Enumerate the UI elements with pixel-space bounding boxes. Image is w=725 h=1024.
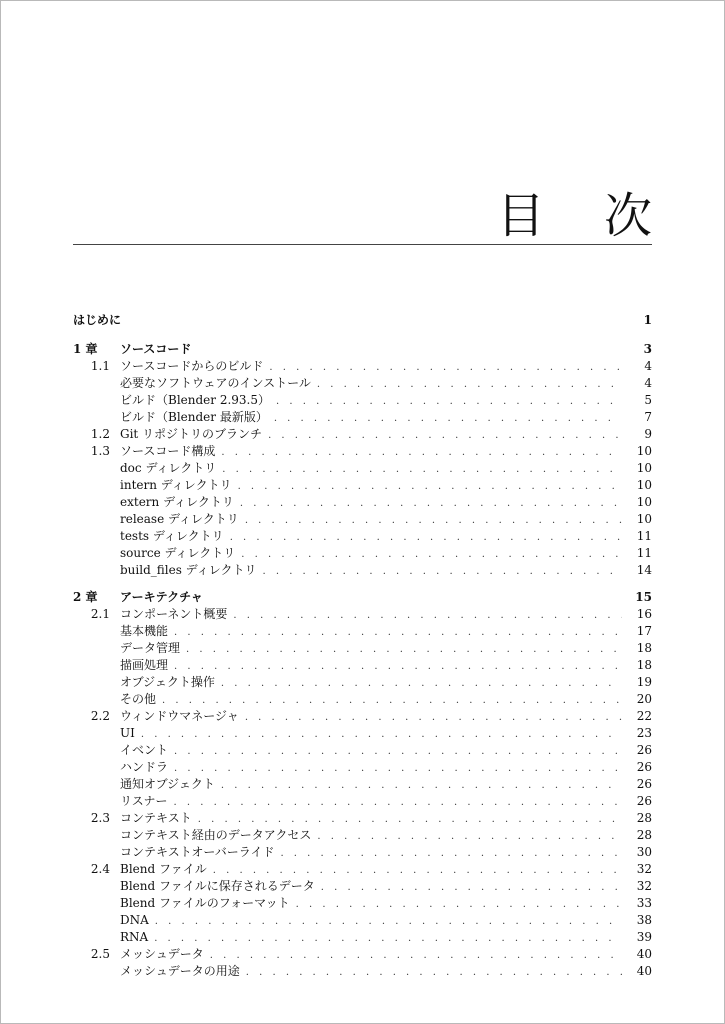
- toc-entry[interactable]: [73, 691, 652, 708]
- page-title: 目 次: [496, 188, 674, 244]
- toc-entry-label: Blend ファイル: [120, 862, 207, 876]
- leader-dots: [268, 427, 622, 444]
- leader-dots: [280, 845, 622, 862]
- toc-entry-page: 32: [636, 862, 652, 876]
- leader-dots: [174, 743, 622, 760]
- toc-entry-page: 9: [644, 427, 652, 441]
- toc-entry-label: イベント: [120, 743, 169, 757]
- toc-entry-page: 5: [644, 393, 652, 407]
- chapter-page: 15: [635, 590, 652, 604]
- toc-entry[interactable]: [73, 861, 652, 878]
- leader-dots: [174, 760, 622, 777]
- toc-entry-number: 1.2: [90, 427, 110, 441]
- leader-dots: [210, 947, 622, 964]
- toc-entry-page: 1: [643, 313, 652, 327]
- leader-dots: [274, 410, 622, 427]
- toc-entry[interactable]: [73, 776, 652, 793]
- leader-dots: [321, 879, 622, 896]
- toc-entry-label: データ管理: [120, 641, 181, 655]
- toc-entry[interactable]: [73, 674, 652, 691]
- toc-entry-label: ハンドラ: [120, 760, 169, 774]
- toc-entry-label: 必要なソフトウェアのインストール: [120, 376, 311, 390]
- toc-entry[interactable]: [73, 606, 652, 623]
- toc-entry-page: 10: [636, 512, 652, 526]
- chapter-page: 3: [643, 342, 652, 356]
- toc-entry-page: 18: [636, 658, 652, 672]
- leader-dots: [174, 658, 622, 675]
- toc-entry[interactable]: [73, 929, 652, 946]
- toc-entry-number: 1.3: [90, 444, 110, 458]
- leader-dots: [241, 546, 622, 563]
- toc-entry-page: 10: [636, 461, 652, 475]
- toc-entry-page: 18: [636, 641, 652, 655]
- leader-dots: [186, 641, 622, 658]
- toc-entry[interactable]: [73, 562, 652, 579]
- toc-entry-page: 22: [636, 709, 652, 723]
- toc-entry-page: 38: [636, 913, 652, 927]
- toc-entry[interactable]: [73, 963, 652, 980]
- toc-entry-page: 23: [636, 726, 652, 740]
- chapter-number: 2 章: [73, 590, 98, 604]
- toc-entry-label: オブジェクト操作: [120, 675, 215, 689]
- toc-entry[interactable]: [73, 409, 652, 426]
- toc-chapter-1[interactable]: [73, 341, 652, 358]
- leader-dots: [141, 726, 622, 743]
- toc-entry-label: メッシュデータ: [120, 947, 204, 961]
- toc-entry-number: 2.1: [90, 607, 110, 621]
- toc-entry-label: intern ディレクトリ: [120, 478, 232, 492]
- toc-entry-label: 描画処理: [120, 658, 169, 672]
- toc-entry-label: ビルド（Blender 2.93.5）: [120, 393, 270, 407]
- toc-entry[interactable]: [73, 623, 652, 640]
- leader-dots: [221, 675, 622, 692]
- toc-entry-number: 2.5: [90, 947, 110, 961]
- toc-entry-page: 11: [636, 529, 652, 543]
- toc-entry-page: 4: [644, 376, 652, 390]
- leader-dots: [221, 444, 622, 461]
- leader-dots: [238, 478, 622, 495]
- toc-entry-intro[interactable]: [73, 312, 652, 329]
- toc-entry[interactable]: [73, 810, 652, 827]
- leader-dots: [162, 692, 622, 709]
- toc-entry-page: 14: [636, 563, 652, 577]
- toc-entry-page: 10: [636, 478, 652, 492]
- toc-entry-label: コンテキスト経由のデータアクセス: [120, 828, 312, 842]
- toc-entry-label: 基本機能: [120, 624, 169, 638]
- toc-entry-page: 19: [636, 675, 652, 689]
- toc-entry-label: はじめに: [73, 313, 122, 327]
- toc-entry-page: 16: [636, 607, 652, 621]
- chapter-number: 1 章: [73, 342, 98, 356]
- toc-entry-label: RNA: [120, 930, 149, 944]
- toc-entry[interactable]: [73, 878, 652, 895]
- toc-entry-page: 28: [636, 811, 652, 825]
- leader-dots: [174, 624, 622, 641]
- chapter-label: アーキテクチャ: [120, 590, 203, 604]
- toc-entry[interactable]: [73, 827, 652, 844]
- leader-dots: [174, 794, 622, 811]
- toc-entry-page: 40: [636, 947, 652, 961]
- toc-entry[interactable]: [73, 460, 652, 477]
- toc-entry[interactable]: [73, 511, 652, 528]
- leader-dots: [233, 607, 622, 624]
- toc-entry-page: 26: [636, 794, 652, 808]
- toc-entry-label: その他: [120, 692, 157, 706]
- toc-entry-page: 10: [636, 495, 652, 509]
- toc-entry-label: ソースコードからのビルド: [120, 359, 264, 373]
- toc-entry[interactable]: [73, 477, 652, 494]
- toc-entry-page: 7: [644, 410, 652, 424]
- table-of-contents: [73, 312, 652, 980]
- toc-chapter-2[interactable]: [73, 589, 652, 606]
- leader-dots: [198, 811, 622, 828]
- toc-entry-page: 26: [636, 760, 652, 774]
- leader-dots: [240, 495, 622, 512]
- chapter-2-entries: [73, 606, 652, 980]
- toc-entry[interactable]: [73, 545, 652, 562]
- toc-entry-label: リスナー: [120, 794, 168, 808]
- toc-entry-page: 32: [636, 879, 652, 893]
- toc-entry-label: 通知オブジェクト: [120, 777, 215, 791]
- toc-entry-number: 2.2: [90, 709, 110, 723]
- toc-entry-page: 26: [636, 743, 652, 757]
- toc-entry-label: ウィンドウマネージャ: [120, 709, 239, 723]
- chapter-label: ソースコード: [120, 342, 192, 356]
- toc-entry-number: 2.3: [90, 811, 110, 825]
- toc-entry-page: 17: [636, 624, 652, 638]
- toc-entry[interactable]: [73, 528, 652, 545]
- toc-entry-label: DNA: [120, 913, 149, 927]
- toc-entry-label: source ディレクトリ: [120, 546, 236, 560]
- toc-entry-label: build_files ディレクトリ: [120, 563, 257, 577]
- toc-entry[interactable]: [73, 443, 652, 460]
- toc-entry-label: Blend ファイルに保存されるデータ: [120, 879, 315, 893]
- toc-entry[interactable]: [73, 358, 652, 375]
- toc-entry[interactable]: [73, 895, 652, 912]
- leader-dots: [213, 862, 622, 879]
- toc-entry[interactable]: [73, 912, 652, 929]
- toc-entry-number: 1.1: [90, 359, 110, 373]
- leader-dots: [245, 709, 622, 726]
- toc-entry-label: doc ディレクトリ: [120, 461, 217, 475]
- toc-entry-label: コンテキストオーバーライド: [120, 845, 275, 859]
- leader-dots: [276, 393, 622, 410]
- toc-entry-page: 11: [636, 546, 652, 560]
- title-rule: [73, 244, 652, 245]
- leader-dots: [155, 913, 622, 930]
- toc-entry-label: コンテキスト: [120, 811, 192, 825]
- toc-entry[interactable]: [73, 725, 652, 742]
- toc-entry[interactable]: [73, 426, 652, 443]
- toc-entry-page: 20: [636, 692, 652, 706]
- leader-dots: [262, 563, 622, 580]
- leader-dots: [154, 930, 622, 947]
- toc-entry[interactable]: [73, 844, 652, 861]
- toc-entry[interactable]: [73, 657, 652, 674]
- leader-dots: [221, 777, 622, 794]
- toc-entry[interactable]: [73, 793, 652, 810]
- toc-entry-page: 33: [636, 896, 652, 910]
- leader-dots: [230, 529, 622, 546]
- toc-entry-label: ビルド（Blender 最新版）: [120, 410, 268, 424]
- toc-entry[interactable]: [73, 494, 652, 511]
- toc-entry[interactable]: [73, 742, 652, 759]
- toc-entry-label: release ディレクトリ: [120, 512, 239, 526]
- toc-entry-label: Blend ファイルのフォーマット: [120, 896, 290, 910]
- toc-entry-page: 26: [636, 777, 652, 791]
- toc-entry-number: 2.4: [90, 862, 110, 876]
- toc-entry-label: コンポーネント概要: [120, 607, 228, 621]
- toc-entry-page: 30: [636, 845, 652, 859]
- toc-entry-label: tests ディレクトリ: [120, 529, 224, 543]
- leader-dots: [317, 376, 622, 393]
- chapter-1-entries: [73, 358, 652, 579]
- leader-dots: [317, 828, 622, 845]
- toc-entry[interactable]: [73, 946, 652, 963]
- toc-entry-label: UI: [120, 726, 135, 740]
- toc-entry-label: ソースコード構成: [120, 444, 216, 458]
- leader-dots: [296, 896, 622, 913]
- toc-entry-page: 28: [636, 828, 652, 842]
- toc-entry[interactable]: [73, 640, 652, 657]
- leader-dots: [246, 964, 622, 981]
- toc-entry-page: 4: [644, 359, 652, 373]
- leader-dots: [245, 512, 622, 529]
- toc-entry-label: extern ディレクトリ: [120, 495, 234, 509]
- toc-entry-page: 39: [636, 930, 652, 944]
- toc-entry-page: 40: [636, 964, 652, 978]
- toc-entry-label: メッシュデータの用途: [120, 964, 240, 978]
- toc-entry[interactable]: [73, 375, 652, 392]
- toc-entry-label: Git リポジトリのブランチ: [120, 427, 263, 441]
- leader-dots: [222, 461, 622, 478]
- leader-dots: [269, 359, 622, 376]
- toc-entry[interactable]: [73, 392, 652, 409]
- toc-entry-page: 10: [636, 444, 652, 458]
- toc-entry[interactable]: [73, 759, 652, 776]
- toc-entry[interactable]: [73, 708, 652, 725]
